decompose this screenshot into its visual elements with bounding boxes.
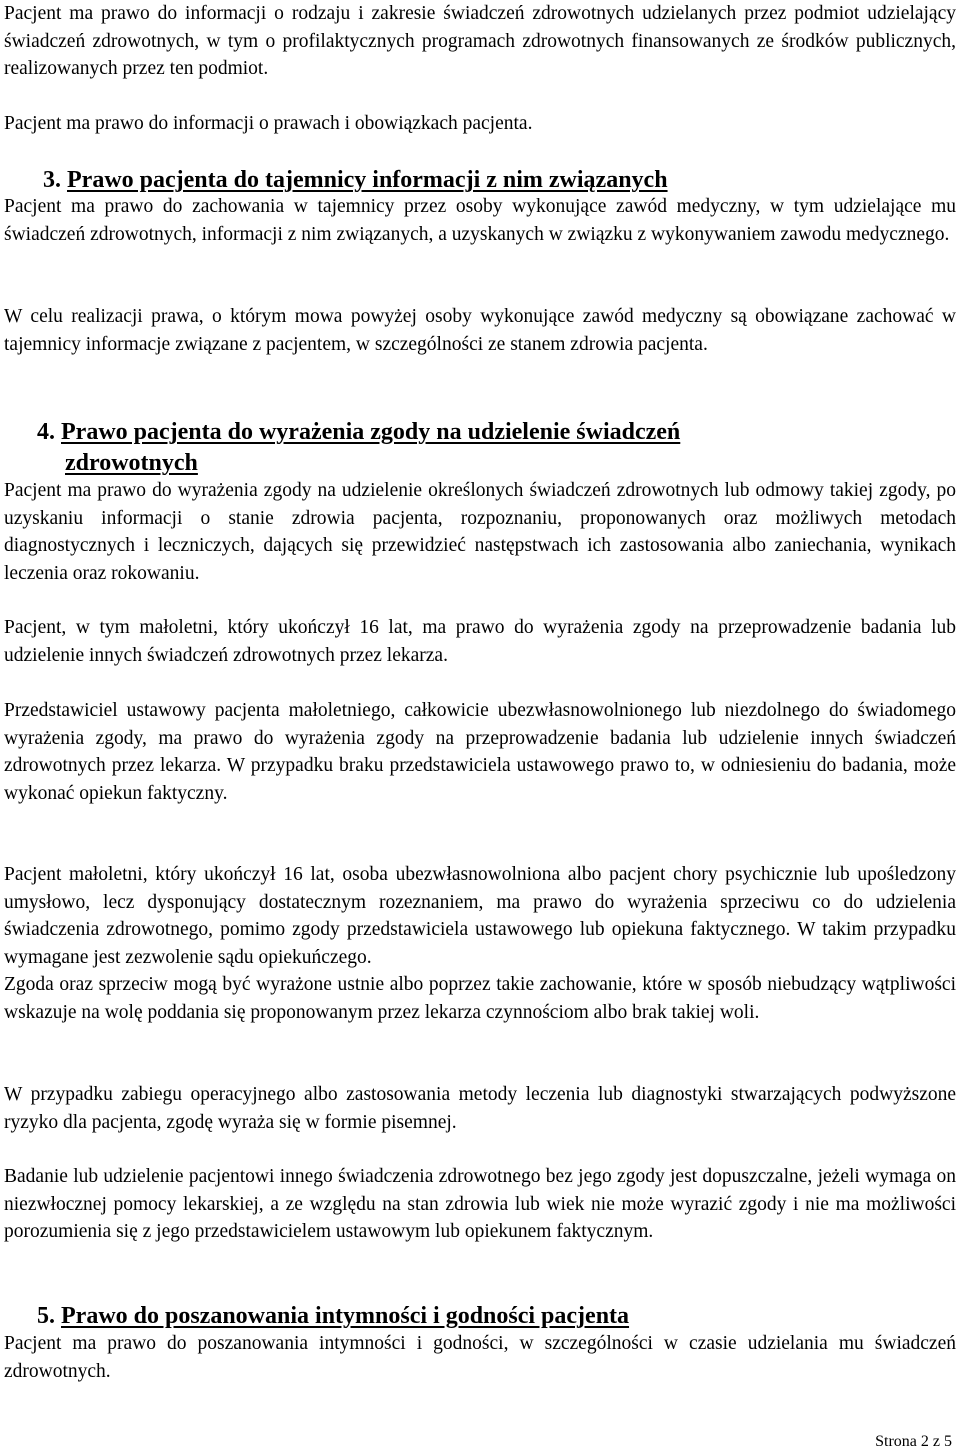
paragraph-consent-5: Zgoda oraz sprzeciw mogą być wyrażone ustnie albo poprzez takie zachowanie, które w sposób niebudzący wątpliwości wskazuje na wolę poddania się proponowanym przez lekarza czynnościom albo brak takiej woli.	[4, 974, 956, 1023]
heading-3-number: 3.	[43, 167, 61, 193]
page-number: Strona 2 z 5	[875, 1433, 952, 1450]
paragraph-consent-4: Pacjent małoletni, który ukończył 16 lat, osoba ubezwłasnowolniona albo pacjent chory psychicznie lub upośledzony umysłowo, lecz dysponujący dostatecznym rozeznaniem, ma prawo do wyrażenia sprzeciwu co do udzielenia świadczenia zdrowotnego, pomimo zgody przedstawiciela ustawowego lub opiekuna faktycznego. W takim przypadku wymagane jest zezwolenie sądu opiekuńczego.	[4, 864, 956, 968]
paragraph-consent-3: Przedstawiciel ustawowy pacjenta małoletniego, całkowicie ubezwłasnowolnionego lub niezdolnego do świadomego wyrażenia zgody, ma prawo do wyrażenia zgody na przeprowadzenie badania lub udzielenie innych świadczeń zdrowotnych przez lekarza. W przypadku braku przedstawiciela ustawowego prawo to, w odniesieniu do badania, może wykonać opiekun faktyczny.	[4, 700, 956, 804]
heading-section-5	[37, 1302, 629, 1330]
heading-4-number: 4.	[37, 419, 55, 445]
heading-4-title-line1: Prawo pacjenta do wyrażenia zgody na udzielenie świadczeń	[61, 419, 681, 445]
paragraph-consent-2: Pacjent, w tym małoletni, który ukończył 16 lat, ma prawo do wyrażenia zgody na przeprowadzenie badania lub udzielenie innych świadczeń zdrowotnych przez lekarza.	[4, 617, 956, 666]
heading-5-number: 5.	[37, 1303, 55, 1329]
paragraph-consent-6: W przypadku zabiegu operacyjnego albo zastosowania metody leczenia lub diagnostyki stwarzających podwyższone ryzyko dla pacjenta, zgodę wyraża się w formie pisemnej.	[4, 1084, 956, 1133]
paragraph-info-rights: Pacjent ma prawo do informacji o prawach i obowiązkach pacjenta.	[4, 113, 533, 134]
heading-section-4	[37, 418, 680, 446]
heading-5-title: Prawo do poszanowania intymności i godności pacjenta	[61, 1303, 630, 1329]
paragraph-consent-7: Badanie lub udzielenie pacjentowi innego świadczenia zdrowotnego bez jego zgody jest dopuszczalne, jeżeli wymaga on niezwłocznej pomocy lekarskiej, a ze względu na stan zdrowia lub wiek nie może wyrazić zgody i nie ma możliwości porozumienia się z jego przedstawicielem ustawowym lub opiekunem faktycznym.	[4, 1166, 956, 1242]
heading-3-title: Prawo pacjenta do tajemnicy informacji z nim związanych	[67, 167, 668, 193]
heading-4-title-line2: zdrowotnych	[65, 450, 198, 476]
heading-section-3	[43, 166, 668, 194]
paragraph-consent-1: Pacjent ma prawo do wyrażenia zgody na udzielenie określonych świadczeń zdrowotnych lub odmowy takiej zgody, po uzyskaniu informacji o stanie zdrowia pacjenta, rozpoznaniu, proponowanych oraz możliwych metodach diagnostycznych i leczniczych, dających się przewidzieć następstwach ich zastosowania albo zaniechania, wynikach leczenia oraz rokowaniu.	[4, 480, 956, 584]
paragraph-dignity: Pacjent ma prawo do poszanowania intymności i godności, w szczególności w czasie udzielania mu świadczeń zdrowotnych.	[4, 1333, 956, 1382]
paragraph-secrecy-2: W celu realizacji prawa, o którym mowa powyżej osoby wykonujące zawód medyczny są obowiązane zachować w tajemnicy informacje związane z pacjentem, w szczególności ze stanem zdrowia pacjenta.	[4, 306, 956, 355]
heading-section-4-cont	[65, 449, 198, 477]
paragraph-secrecy-1: Pacjent ma prawo do zachowania w tajemnicy przez osoby wykonujące zawód medyczny, w tym udzielające mu świadczeń zdrowotnych, informacji z nim związanych, a uzyskanych w związku z wykonywaniem zawodu medycznego.	[4, 196, 956, 245]
paragraph-info-scope: Pacjent ma prawo do informacji o rodzaju i zakresie świadczeń zdrowotnych udzielanych przez podmiot udzielający świadczeń zdrowotnych, w tym o profilaktycznych programach zdrowotnych finansowanych ze środków publicznych, realizowanych przez ten podmiot.	[4, 3, 956, 79]
